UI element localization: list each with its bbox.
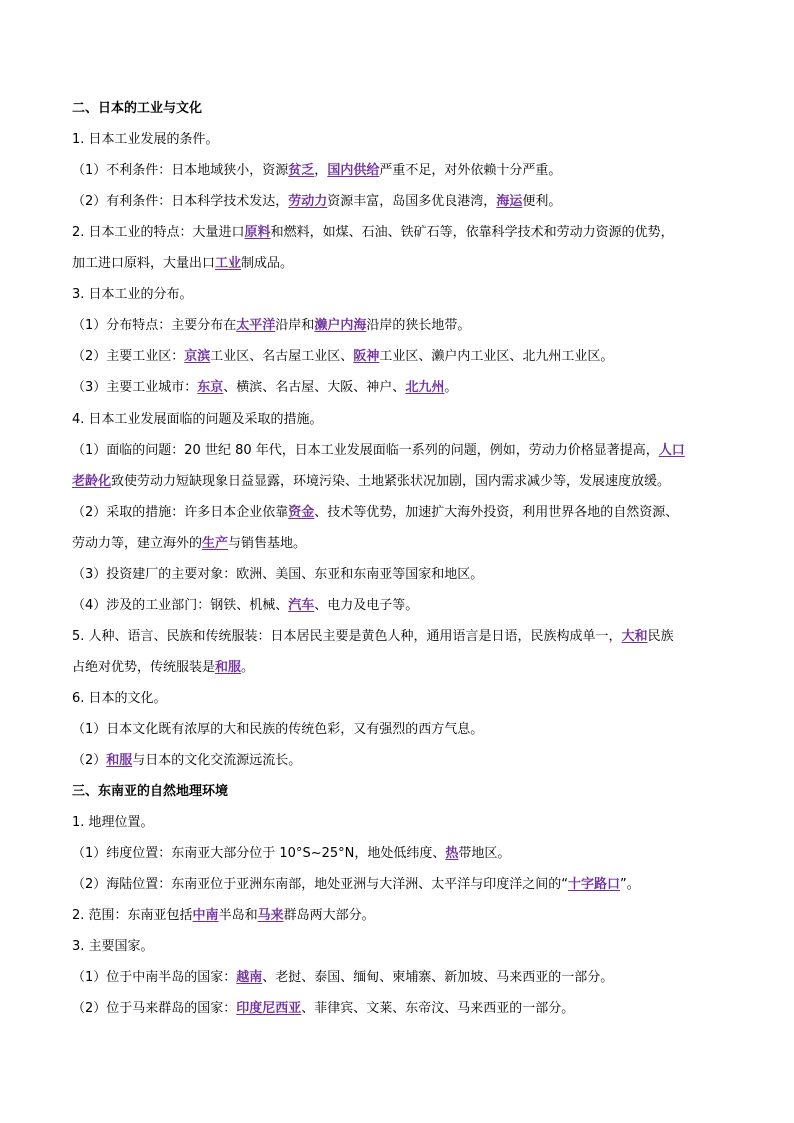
text-run: 资源丰富，岛国多优良港湾，: [327, 194, 497, 209]
text-run: 群岛两大部分。: [283, 908, 375, 923]
key-term: 和服: [106, 753, 133, 768]
key-term: 原料: [244, 225, 271, 240]
text-run: （1）纬度位置：东南亚大部分位于 10°S~25°N，地处低纬度、: [72, 846, 446, 861]
text-run: 三、东南亚的自然地理环境: [72, 784, 229, 799]
key-term: 汽车: [288, 598, 315, 613]
text-run: 带地区。: [458, 846, 511, 861]
key-term: 生产: [202, 536, 229, 551]
key-term: 十字路口: [568, 877, 621, 892]
key-term: 热: [445, 846, 459, 861]
text-run: 、横滨、名古屋、大阪、神户、: [223, 380, 406, 395]
text-run: （1）位于中南半岛的国家：: [72, 970, 237, 985]
text-run: （2）: [72, 753, 107, 768]
text-run: 与日本的文化交流源远流长。: [132, 753, 302, 768]
text-run: 民族: [647, 629, 674, 644]
text-run: 6. 日本的文化。: [72, 691, 167, 706]
text-run: （1）面临的问题：20 世纪 80 年代，日本工业发展面临一系列的问题，例如，劳动力价格显著提高，: [72, 443, 659, 458]
text-run: 半岛和: [218, 908, 258, 923]
key-term: 中南: [192, 908, 219, 923]
key-term: 和服: [215, 660, 242, 675]
text-run: （4）涉及的工业部门：钢铁、机械、: [72, 598, 289, 613]
text-run: 5. 人种、语言、民族和传统服装：日本居民主要是黄色人种，通用语言是日语，民族构成单一，: [72, 629, 622, 644]
text-run: 2. 日本工业的特点：大量进口: [72, 225, 245, 240]
text-line: [72, 192, 732, 212]
key-term: 太平洋: [236, 318, 276, 333]
text-run: 、技术等优势，加速扩大海外投资，利用世界各地的自然资源、: [314, 505, 679, 520]
text-line: [72, 410, 732, 430]
text-run: （1）分布特点：主要分布在: [72, 318, 237, 333]
key-term: 劳动力: [288, 194, 328, 209]
text-line: [72, 441, 732, 461]
text-run: 2. 范围：东南亚包括: [72, 908, 193, 923]
text-run: 。: [241, 660, 255, 675]
text-run: （1）日本文化既有浓厚的大和民族的传统色彩，又有强烈的西方气息。: [72, 722, 484, 737]
key-term: 阪神: [353, 349, 380, 364]
text-run: （2）海陆位置：东南亚位于亚洲东南部，地处亚洲与大洋洲、太平洋与印度洋之间的“: [72, 877, 569, 892]
text-line: [72, 627, 732, 647]
text-line: [72, 316, 732, 336]
text-run: （3）投资建厂的主要对象：欧洲、美国、东亚和东南亚等国家和地区。: [72, 567, 484, 582]
key-term: 濑户内海: [314, 318, 367, 333]
text-line: [72, 596, 732, 616]
text-run: 工业区、濑户内工业区、北九州工业区。: [379, 349, 614, 364]
text-run: 工业区、名古屋工业区、: [210, 349, 354, 364]
text-line: [72, 844, 732, 864]
text-run: 1. 地理位置。: [72, 815, 154, 830]
key-term: 老龄化: [72, 474, 112, 489]
text-run: 。: [444, 380, 458, 395]
text-run: 、菲律宾、文莱、东帝汶、马来西亚的一部分。: [301, 1001, 575, 1016]
text-run: 致使劳动力短缺现象日益显露，环境污染、土地紧张状况加剧，国内需求减少等，发展速度放缓。: [111, 474, 671, 489]
key-term: 京滨: [184, 349, 211, 364]
text-line: [72, 937, 732, 957]
text-run: 3. 日本工业的分布。: [72, 287, 193, 302]
text-run: 沿岸的狭长地带。: [366, 318, 471, 333]
text-line: [72, 720, 732, 740]
text-run: （2）采取的措施：许多日本企业依靠: [72, 505, 289, 520]
text-line: [72, 472, 732, 492]
text-line: [72, 906, 732, 926]
text-line: [72, 813, 732, 833]
key-term: 越南: [236, 970, 263, 985]
text-run: 劳动力等，建立海外的: [72, 536, 203, 551]
text-line: [72, 223, 732, 243]
key-term: 资金: [288, 505, 315, 520]
text-run: （1）不利条件：日本地域狭小，资源: [72, 163, 289, 178]
text-run: 3. 主要国家。: [72, 939, 154, 954]
text-run: ”。: [620, 877, 640, 892]
key-term: 工业: [215, 256, 242, 271]
text-run: 占绝对优势，传统服装是: [72, 660, 216, 675]
text-line: [72, 254, 732, 274]
key-term: 国内供给: [327, 163, 380, 178]
key-term: 东京: [197, 380, 224, 395]
text-run: （2）主要工业区：: [72, 349, 185, 364]
text-run: 、电力及电子等。: [314, 598, 419, 613]
text-line: [72, 347, 732, 367]
key-term: 大和: [621, 629, 648, 644]
text-line: [72, 503, 732, 523]
text-run: （3）主要工业城市：: [72, 380, 198, 395]
section-heading: [72, 782, 732, 802]
text-run: 1. 日本工业发展的条件。: [72, 132, 219, 147]
text-run: 二、日本的工业与文化: [72, 101, 203, 116]
text-run: （2）位于马来群岛的国家：: [72, 1001, 237, 1016]
text-line: [72, 565, 732, 585]
key-term: 贫乏: [288, 163, 315, 178]
text-line: [72, 130, 732, 150]
text-run: 严重不足，对外依赖十分严重。: [379, 163, 562, 178]
text-run: 便利。: [522, 194, 562, 209]
text-run: 4. 日本工业发展面临的问题及采取的措施。: [72, 412, 323, 427]
text-line: [72, 658, 732, 678]
text-line: [72, 751, 732, 771]
text-run: （2）有利条件：日本科学技术发达，: [72, 194, 289, 209]
text-line: [72, 161, 732, 181]
text-line: [72, 378, 732, 398]
section-heading: [72, 99, 732, 119]
text-run: 加工进口原料，大量出口: [72, 256, 216, 271]
key-term: 海运: [496, 194, 523, 209]
text-run: 、老挝、泰国、缅甸、柬埔寨、新加坡、马来西亚的一部分。: [262, 970, 614, 985]
text-run: 和燃料，如煤、石油、铁矿石等，依靠科学技术和劳动力资源的优势，: [270, 225, 674, 240]
key-term: 印度尼西亚: [236, 1001, 302, 1016]
text-line: [72, 534, 732, 554]
text-run: ，: [314, 163, 328, 178]
key-term: 人口: [658, 443, 685, 458]
text-line: [72, 285, 732, 305]
text-line: [72, 999, 732, 1019]
text-line: [72, 968, 732, 988]
key-term: 北九州: [405, 380, 445, 395]
text-line: [72, 875, 732, 895]
text-run: 与销售基地。: [228, 536, 307, 551]
text-run: 制成品。: [241, 256, 294, 271]
key-term: 马来: [257, 908, 284, 923]
text-line: [72, 689, 732, 709]
text-run: 沿岸和: [275, 318, 315, 333]
